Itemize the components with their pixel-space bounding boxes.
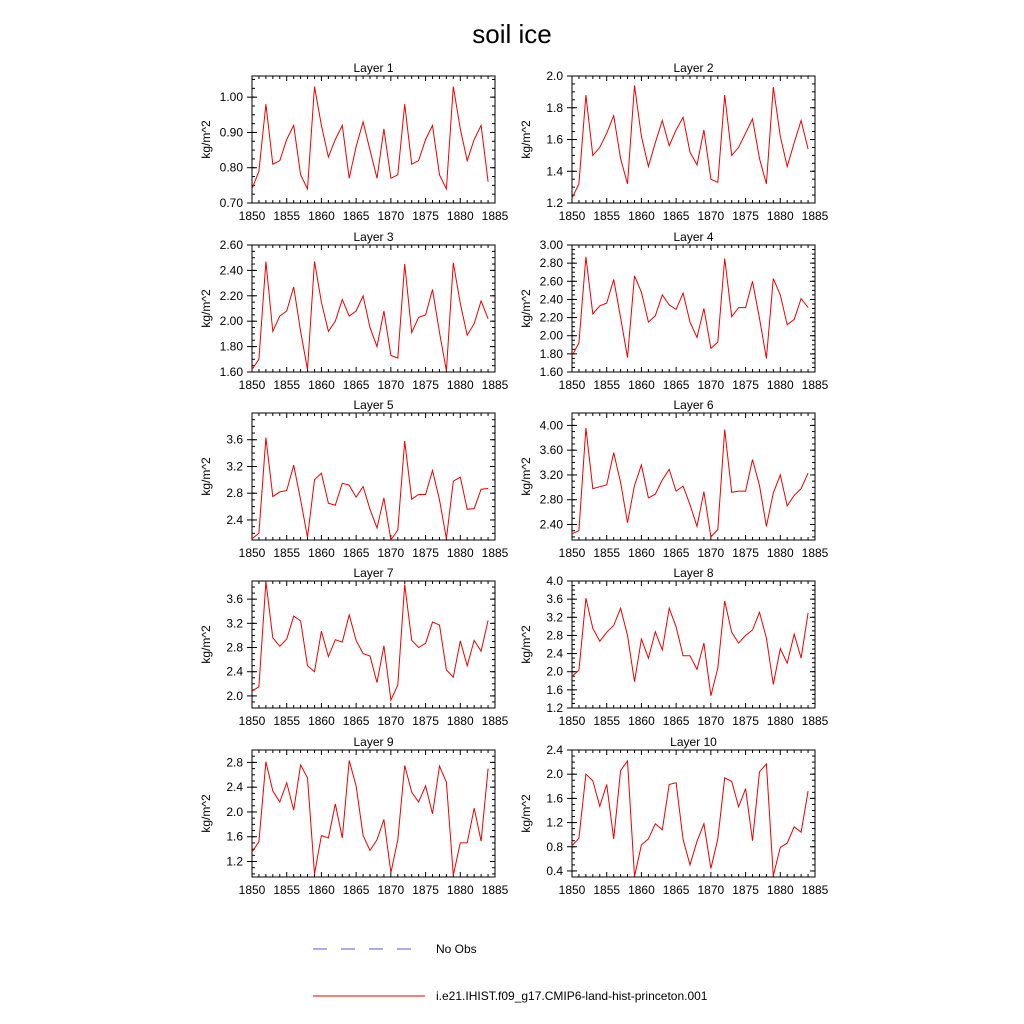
- panel-layer-7: [199, 566, 509, 728]
- x-tick-label: 1875: [412, 378, 439, 392]
- x-tick-label: 1880: [446, 378, 474, 392]
- y-tick-label: 3.20: [539, 467, 563, 482]
- series-line-layer-3: [252, 262, 488, 371]
- x-tick-label: 1870: [697, 546, 725, 560]
- y-tick-label: 2.4: [226, 780, 243, 795]
- y-tick-label: 2.80: [539, 256, 563, 271]
- y-tick-label: 2.20: [539, 310, 563, 325]
- legend-model-label: i.e21.IHIST.f09_g17.CMIP6-land-hist-princeton.001: [436, 989, 708, 1003]
- y-tick-label: 2.60: [219, 238, 243, 252]
- x-tick-label: 1850: [238, 546, 266, 560]
- y-axis-label: kg/m^2: [519, 289, 533, 328]
- x-tick-label: 1865: [662, 883, 690, 897]
- y-tick-label: 2.40: [219, 263, 243, 278]
- x-tick-label: 1860: [628, 546, 655, 560]
- x-tick-label: 1875: [732, 209, 759, 223]
- y-tick-label: 2.00: [539, 328, 563, 343]
- y-axis-label: kg/m^2: [199, 457, 213, 496]
- x-tick-label: 1870: [377, 378, 405, 392]
- panel-title: Layer 7: [353, 566, 394, 580]
- y-tick-label: 1.60: [219, 365, 243, 379]
- panel-layer-8: [519, 566, 829, 728]
- y-axis-label: kg/m^2: [519, 794, 533, 833]
- x-tick-label: 1880: [766, 209, 794, 223]
- x-tick-label: 1855: [593, 209, 621, 223]
- panel-title: Layer 9: [353, 735, 394, 749]
- y-tick-label: 2.8: [226, 755, 243, 770]
- x-tick-label: 1875: [732, 546, 759, 560]
- x-tick-label: 1880: [446, 714, 474, 728]
- x-tick-label: 1870: [377, 883, 405, 897]
- x-tick-label: 1885: [481, 883, 509, 897]
- x-tick-label: 1875: [412, 209, 439, 223]
- y-tick-label: 2.8: [226, 486, 243, 501]
- y-tick-label: 1.60: [539, 365, 563, 379]
- x-tick-label: 1855: [273, 378, 301, 392]
- x-tick-label: 1875: [412, 546, 439, 560]
- x-tick-label: 1885: [481, 378, 509, 392]
- y-tick-label: 2.60: [539, 274, 563, 289]
- x-tick-label: 1870: [377, 209, 405, 223]
- x-tick-label: 1870: [377, 714, 405, 728]
- series-line-layer-7: [252, 582, 488, 701]
- y-tick-label: 2.0: [226, 688, 243, 703]
- y-tick-label: 1.6: [226, 829, 243, 844]
- y-tick-label: 3.6: [546, 592, 563, 607]
- x-tick-label: 1860: [628, 714, 655, 728]
- x-tick-label: 1850: [558, 883, 586, 897]
- y-tick-label: 2.8: [226, 640, 243, 655]
- y-axis-label: kg/m^2: [519, 625, 533, 664]
- y-tick-label: 1.2: [546, 196, 563, 210]
- y-tick-label: 0.80: [219, 160, 243, 175]
- x-tick-label: 1860: [308, 546, 335, 560]
- panel-title: Layer 4: [673, 230, 714, 244]
- x-tick-label: 1865: [662, 209, 690, 223]
- panel-title: Layer 2: [673, 61, 714, 75]
- x-tick-label: 1875: [732, 714, 759, 728]
- x-tick-label: 1860: [628, 209, 655, 223]
- series-line-layer-2: [572, 86, 808, 199]
- series-line-layer-5: [252, 438, 488, 540]
- panel-layer-6: [519, 398, 829, 560]
- y-tick-label: 0.90: [219, 125, 243, 140]
- x-tick-label: 1850: [238, 883, 266, 897]
- panel-layer-4: [519, 230, 829, 392]
- x-tick-label: 1880: [446, 209, 474, 223]
- y-tick-label: 2.40: [539, 517, 563, 532]
- figure-title: soil ice: [472, 19, 552, 49]
- y-tick-label: 1.4: [546, 164, 563, 179]
- y-tick-label: 1.6: [546, 132, 563, 147]
- x-tick-label: 1885: [801, 714, 829, 728]
- y-tick-label: 2.4: [546, 646, 563, 661]
- y-tick-label: 2.8: [546, 628, 563, 643]
- y-tick-label: 1.00: [219, 90, 243, 105]
- y-tick-label: 1.2: [546, 815, 563, 830]
- panels-group: [199, 61, 829, 897]
- x-tick-label: 1855: [273, 714, 301, 728]
- x-tick-label: 1850: [238, 378, 266, 392]
- series-line-layer-6: [572, 428, 808, 537]
- x-tick-label: 1855: [593, 714, 621, 728]
- x-tick-label: 1865: [342, 209, 370, 223]
- x-tick-label: 1855: [593, 546, 621, 560]
- series-line-layer-9: [252, 761, 488, 876]
- panel-frame: [572, 76, 815, 203]
- x-tick-label: 1865: [662, 378, 690, 392]
- y-tick-label: 2.4: [226, 512, 243, 527]
- x-tick-label: 1855: [273, 546, 301, 560]
- y-tick-label: 3.2: [546, 610, 563, 625]
- panel-title: Layer 6: [673, 398, 714, 412]
- x-tick-label: 1850: [238, 714, 266, 728]
- x-tick-label: 1885: [801, 378, 829, 392]
- panel-title: Layer 3: [353, 230, 394, 244]
- x-tick-label: 1880: [446, 546, 474, 560]
- y-tick-label: 3.6: [226, 432, 243, 447]
- x-tick-label: 1855: [273, 209, 301, 223]
- x-tick-label: 1855: [273, 883, 301, 897]
- x-tick-label: 1885: [801, 546, 829, 560]
- legend-no-obs-label: No Obs: [436, 942, 477, 956]
- x-tick-label: 1880: [766, 714, 794, 728]
- x-tick-label: 1875: [732, 883, 759, 897]
- x-tick-label: 1850: [558, 378, 586, 392]
- panel-frame: [252, 413, 495, 540]
- series-line-layer-1: [252, 87, 488, 189]
- x-tick-label: 1870: [697, 714, 725, 728]
- y-axis-label: kg/m^2: [199, 794, 213, 833]
- y-tick-label: 4.0: [546, 574, 563, 588]
- y-tick-label: 3.60: [539, 443, 563, 458]
- y-tick-label: 0.70: [219, 196, 243, 210]
- x-tick-label: 1855: [593, 883, 621, 897]
- y-tick-label: 1.6: [546, 791, 563, 806]
- y-tick-label: 2.40: [539, 292, 563, 307]
- x-tick-label: 1865: [342, 883, 370, 897]
- x-tick-label: 1885: [801, 209, 829, 223]
- x-tick-label: 1885: [481, 546, 509, 560]
- x-tick-label: 1880: [766, 378, 794, 392]
- x-tick-label: 1860: [308, 883, 335, 897]
- y-axis-label: kg/m^2: [519, 457, 533, 496]
- y-tick-label: 2.0: [226, 804, 243, 819]
- panel-title: Layer 1: [353, 61, 394, 75]
- x-tick-label: 1855: [593, 378, 621, 392]
- y-tick-label: 3.2: [226, 616, 243, 631]
- panel-title: Layer 5: [353, 398, 394, 412]
- y-axis-label: kg/m^2: [199, 625, 213, 664]
- y-tick-label: 3.6: [226, 592, 243, 607]
- x-tick-label: 1875: [412, 883, 439, 897]
- x-tick-label: 1880: [446, 883, 474, 897]
- x-tick-label: 1860: [308, 378, 335, 392]
- y-axis-label: kg/m^2: [519, 120, 533, 159]
- y-tick-label: 1.2: [226, 854, 243, 869]
- x-tick-label: 1860: [308, 209, 335, 223]
- x-tick-label: 1860: [308, 714, 335, 728]
- x-tick-label: 1850: [558, 714, 586, 728]
- x-tick-label: 1865: [662, 546, 690, 560]
- panel-frame: [572, 245, 815, 372]
- y-tick-label: 2.4: [226, 664, 243, 679]
- y-tick-label: 3.2: [226, 459, 243, 474]
- x-tick-label: 1865: [662, 714, 690, 728]
- x-tick-label: 1865: [342, 714, 370, 728]
- y-tick-label: 0.8: [546, 839, 563, 854]
- x-tick-label: 1850: [558, 546, 586, 560]
- x-tick-label: 1870: [697, 209, 725, 223]
- series-line-layer-10: [572, 761, 808, 877]
- panel-frame: [572, 581, 815, 708]
- x-tick-label: 1865: [342, 546, 370, 560]
- legend: [313, 942, 708, 1003]
- panel-title: Layer 8: [673, 566, 714, 580]
- y-tick-label: 1.6: [546, 682, 563, 697]
- panel-layer-2: [519, 61, 829, 223]
- panel-layer-5: [199, 398, 509, 560]
- x-tick-label: 1875: [732, 378, 759, 392]
- y-tick-label: 2.0: [546, 69, 563, 83]
- panel-frame: [252, 581, 495, 708]
- x-tick-label: 1860: [628, 883, 655, 897]
- panel-layer-10: [519, 735, 829, 897]
- y-tick-label: 2.0: [546, 767, 563, 782]
- x-tick-label: 1860: [628, 378, 655, 392]
- y-tick-label: 1.2: [546, 701, 563, 715]
- x-tick-label: 1875: [412, 714, 439, 728]
- x-tick-label: 1880: [766, 546, 794, 560]
- panel-frame: [572, 750, 815, 877]
- y-axis-label: kg/m^2: [199, 289, 213, 328]
- y-tick-label: 2.0: [546, 664, 563, 679]
- panel-layer-3: [199, 230, 509, 392]
- x-tick-label: 1850: [238, 209, 266, 223]
- panel-layer-1: [199, 61, 509, 223]
- panel-layer-9: [199, 735, 509, 897]
- x-tick-label: 1850: [558, 209, 586, 223]
- x-tick-label: 1865: [342, 378, 370, 392]
- x-tick-label: 1880: [766, 883, 794, 897]
- panel-frame: [252, 245, 495, 372]
- y-tick-label: 2.4: [546, 743, 563, 757]
- y-tick-label: 1.80: [539, 346, 563, 361]
- series-line-layer-4: [572, 257, 808, 359]
- y-tick-label: 2.80: [539, 492, 563, 507]
- y-tick-label: 3.00: [539, 238, 563, 252]
- y-tick-label: 4.00: [539, 418, 563, 433]
- panel-frame: [252, 76, 495, 203]
- y-tick-label: 1.8: [546, 100, 563, 115]
- x-tick-label: 1870: [697, 883, 725, 897]
- y-axis-label: kg/m^2: [199, 120, 213, 159]
- y-tick-label: 0.4: [546, 863, 563, 878]
- panel-frame: [252, 750, 495, 877]
- x-tick-label: 1870: [697, 378, 725, 392]
- x-tick-label: 1885: [481, 714, 509, 728]
- panel-title: Layer 10: [670, 735, 717, 749]
- series-line-layer-8: [572, 598, 808, 696]
- x-tick-label: 1885: [481, 209, 509, 223]
- y-tick-label: 1.80: [219, 339, 243, 354]
- y-tick-label: 2.20: [219, 288, 243, 303]
- y-tick-label: 2.00: [219, 314, 243, 329]
- x-tick-label: 1870: [377, 546, 405, 560]
- x-tick-label: 1885: [801, 883, 829, 897]
